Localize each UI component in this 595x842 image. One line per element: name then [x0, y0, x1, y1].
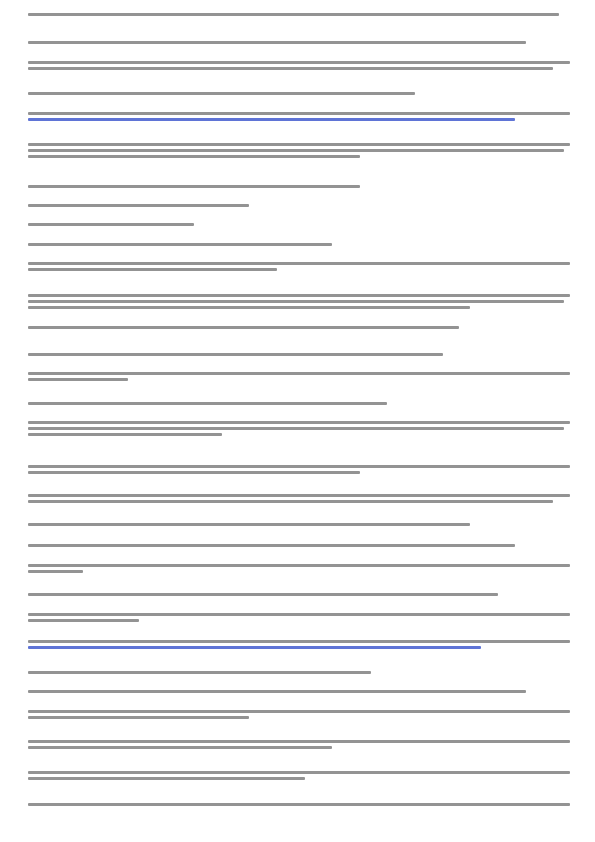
paragraph: [28, 58, 581, 73]
paragraph: [28, 541, 581, 550]
paragraph-with-references: [28, 109, 581, 124]
paragraph-with-references: [28, 637, 581, 652]
paragraph: [28, 259, 581, 274]
cross-reference-links[interactable]: [28, 646, 581, 649]
paragraph: [28, 668, 581, 677]
paragraph: [28, 800, 581, 809]
paragraph: [28, 350, 581, 359]
paragraph: [28, 737, 581, 752]
paragraph: [28, 418, 581, 439]
paragraph: [28, 520, 581, 529]
paragraph: [28, 182, 581, 191]
paragraph: [28, 561, 581, 576]
paragraph: [28, 240, 581, 249]
paragraph: [28, 768, 581, 783]
paragraph: [28, 140, 581, 161]
paragraph: [28, 291, 581, 312]
paragraph: [28, 10, 581, 19]
paragraph: [28, 220, 581, 229]
paragraph: [28, 89, 581, 98]
paragraph: [28, 399, 581, 408]
paragraph: [28, 590, 581, 599]
paragraph: [28, 462, 581, 477]
paragraph: [28, 610, 581, 625]
paragraph: [28, 707, 581, 722]
cross-reference-links[interactable]: [28, 118, 581, 121]
paragraph: [28, 38, 581, 47]
paragraph: [28, 369, 581, 384]
paragraph: [28, 687, 581, 696]
paragraph: [28, 201, 581, 210]
paragraph: [28, 323, 581, 332]
paragraph: [28, 491, 581, 506]
